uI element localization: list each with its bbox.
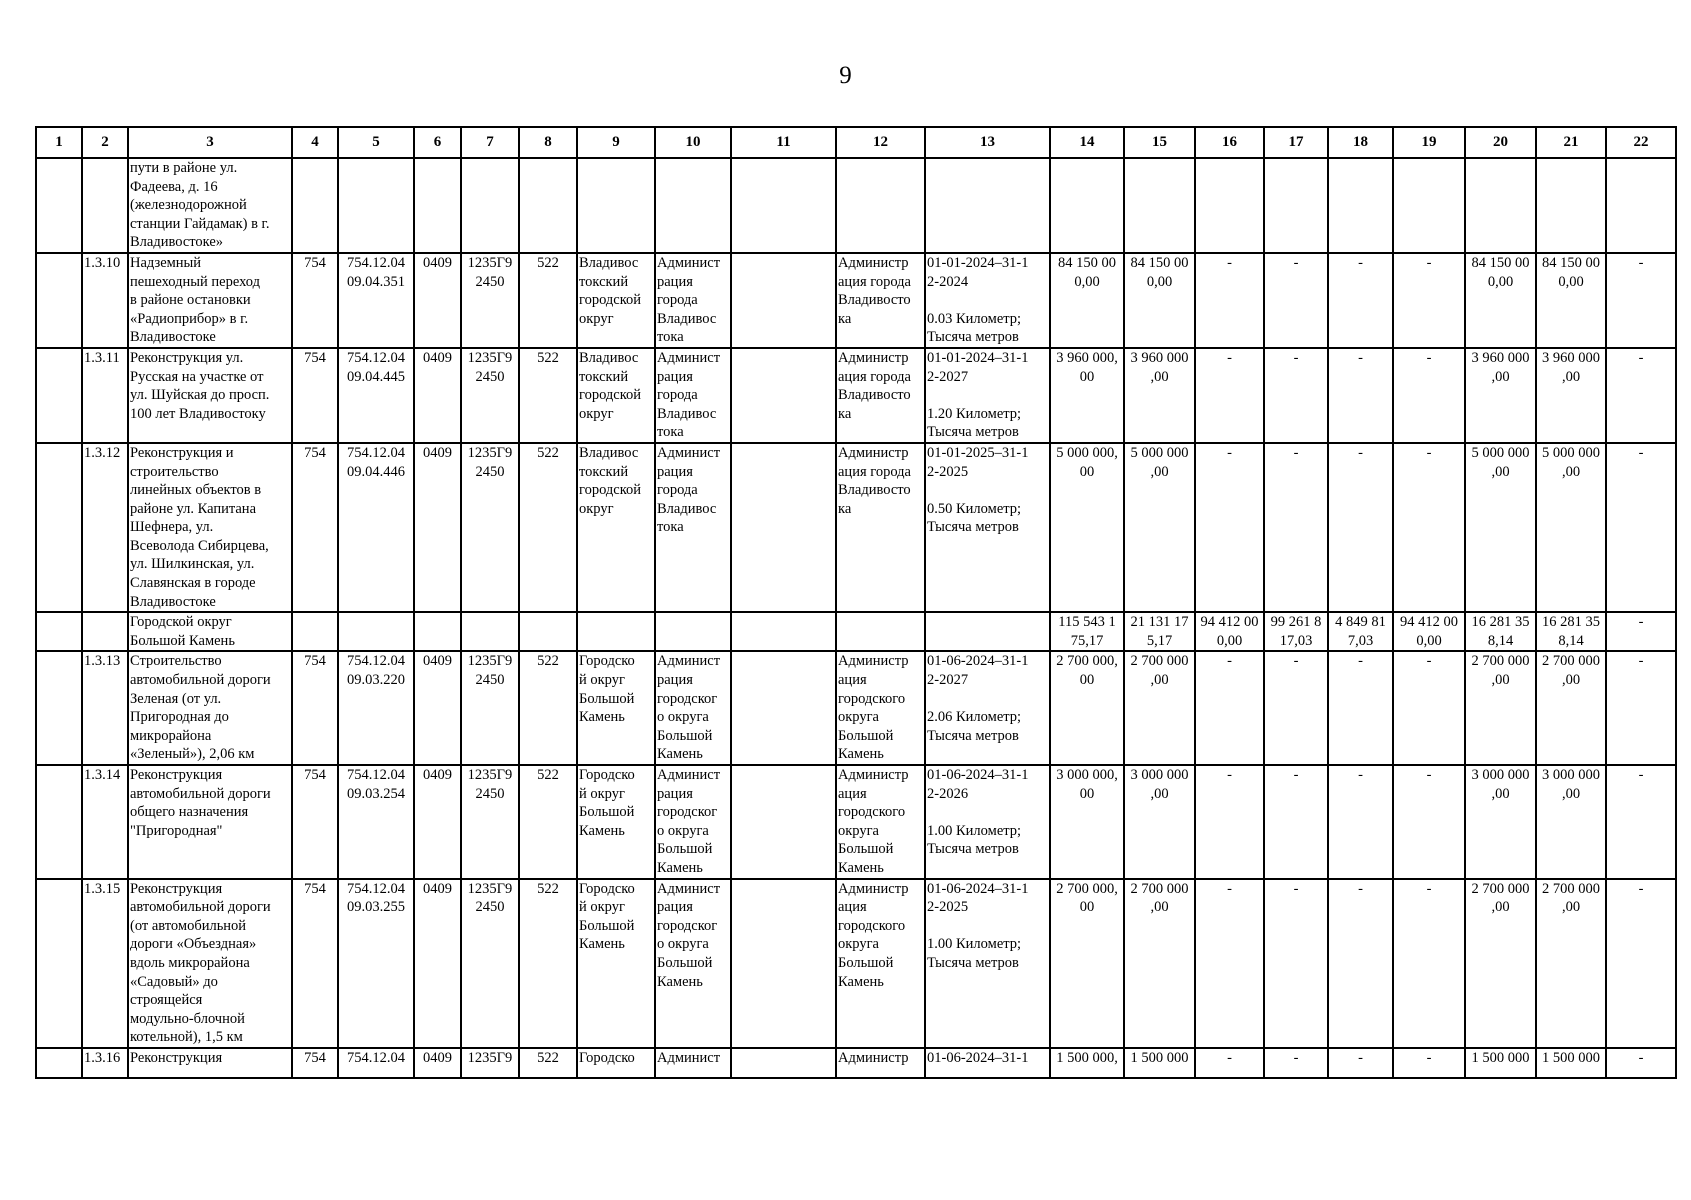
table-cell-col-15: 3 960 000 ,00 [1124, 348, 1195, 443]
table-cell-col-11 [731, 879, 836, 1048]
table-cell-col-11 [731, 765, 836, 879]
table-cell-col-18: 4 849 81 7,03 [1328, 612, 1393, 651]
table-cell-col-17: 99 261 8 17,03 [1264, 612, 1328, 651]
table-cell-col-21: 84 150 00 0,00 [1536, 253, 1606, 348]
col-header: 21 [1536, 127, 1606, 158]
table-cell-col-1 [36, 443, 82, 612]
table-cell-col-1 [36, 1048, 82, 1078]
table-cell-col-1 [36, 765, 82, 879]
table-cell-col-4: 754 [292, 253, 338, 348]
table-cell-col-10 [655, 612, 731, 651]
table-cell-col-4: 754 [292, 651, 338, 765]
table-cell-col-19 [1393, 158, 1465, 253]
table-cell-col-4: 754 [292, 348, 338, 443]
col-header: 1 [36, 127, 82, 158]
table-cell-col-22: - [1606, 1048, 1676, 1078]
table-cell-col-17: - [1264, 651, 1328, 765]
col-header: 20 [1465, 127, 1536, 158]
table-cell-col-7: 1235Г9 2450 [461, 348, 519, 443]
page-number: 9 [839, 62, 852, 89]
table-cell-col-21: 16 281 35 8,14 [1536, 612, 1606, 651]
table-cell-col-17: - [1264, 1048, 1328, 1078]
table-cell-col-13: 01-01-2025–31-1 2-2025 0.50 Километр; Тысяча метров [925, 443, 1050, 612]
table-cell-col-20: 5 000 000 ,00 [1465, 443, 1536, 612]
table-cell-col-14: 2 700 000, 00 [1050, 879, 1124, 1048]
table-cell-col-13 [925, 158, 1050, 253]
table-cell-col-16: - [1195, 651, 1264, 765]
table-cell-col-6: 0409 [414, 348, 461, 443]
table-cell-col-1 [36, 348, 82, 443]
table-cell-col-22: - [1606, 879, 1676, 1048]
table-cell-col-8: 522 [519, 1048, 577, 1078]
table-cell-col-2: 1.3.16 [82, 1048, 128, 1078]
table-cell-col-19: - [1393, 443, 1465, 612]
col-header: 3 [128, 127, 292, 158]
table-cell-col-3: Реконструкция автомобильной дороги (от автомобильной дороги «Объездная» вдоль микрорайона «Садовый» до строящейся модульно-блочной котельной), 1,5 км [128, 879, 292, 1048]
table-cell-col-17: - [1264, 443, 1328, 612]
table-cell-col-9: Владивос токский городской округ [577, 253, 655, 348]
table-cell-col-6: 0409 [414, 879, 461, 1048]
table-cell-col-8: 522 [519, 651, 577, 765]
table-cell-col-21: 5 000 000 ,00 [1536, 443, 1606, 612]
table-cell-col-14 [1050, 158, 1124, 253]
table-cell-col-7 [461, 612, 519, 651]
table-cell-col-6: 0409 [414, 253, 461, 348]
table-cell-col-14: 84 150 00 0,00 [1050, 253, 1124, 348]
table-cell-col-11 [731, 443, 836, 612]
table-cell-col-13: 01-06-2024–31-1 2-2026 1.00 Километр; Тысяча метров [925, 765, 1050, 879]
table-cell-col-3: пути в районе ул. Фадеева, д. 16 (железнодорожной станции Гайдамак) в г. Владивостоке» [128, 158, 292, 253]
table-cell-col-4: 754 [292, 1048, 338, 1078]
table-row [36, 765, 1676, 879]
table-cell-col-6: 0409 [414, 443, 461, 612]
table-cell-col-22: - [1606, 612, 1676, 651]
table-cell-col-11 [731, 612, 836, 651]
table-cell-col-20: 16 281 35 8,14 [1465, 612, 1536, 651]
table-cell-col-3: Реконструкция ул. Русская на участке от ул. Шуйская до просп. 100 лет Владивостоку [128, 348, 292, 443]
table-cell-col-10: Админист [655, 1048, 731, 1078]
table-cell-col-19: - [1393, 1048, 1465, 1078]
table-cell-col-19: - [1393, 253, 1465, 348]
table-cell-col-6: 0409 [414, 765, 461, 879]
table-cell-col-5 [338, 158, 414, 253]
table-row [36, 443, 1676, 612]
table-cell-col-5: 754.12.04 09.04.445 [338, 348, 414, 443]
table-cell-col-20 [1465, 158, 1536, 253]
table-cell-col-22: - [1606, 348, 1676, 443]
table-cell-col-1 [36, 158, 82, 253]
table-cell-col-15: 84 150 00 0,00 [1124, 253, 1195, 348]
table-cell-col-2: 1.3.13 [82, 651, 128, 765]
table-row [36, 158, 1676, 253]
table-cell-col-17: - [1264, 348, 1328, 443]
table-cell-col-8: 522 [519, 348, 577, 443]
table-cell-col-19: - [1393, 765, 1465, 879]
table-cell-col-8: 522 [519, 765, 577, 879]
table-cell-col-14: 3 000 000, 00 [1050, 765, 1124, 879]
table-cell-col-1 [36, 879, 82, 1048]
table-cell-col-2 [82, 612, 128, 651]
table-cell-col-9: Владивос токский городской округ [577, 443, 655, 612]
col-header: 6 [414, 127, 461, 158]
table-cell-col-2 [82, 158, 128, 253]
table-cell-col-20: 3 960 000 ,00 [1465, 348, 1536, 443]
col-header: 7 [461, 127, 519, 158]
table-cell-col-9: Городско й округ Большой Камень [577, 765, 655, 879]
table-cell-col-13: 01-01-2024–31-1 2-2027 1.20 Километр; Тысяча метров [925, 348, 1050, 443]
table-cell-col-8: 522 [519, 253, 577, 348]
table-cell-col-18: - [1328, 765, 1393, 879]
table-cell-col-8 [519, 612, 577, 651]
table-cell-col-6 [414, 612, 461, 651]
table-cell-col-10 [655, 158, 731, 253]
table-cell-col-7 [461, 158, 519, 253]
table-cell-col-12: Администр ация города Владивосто ка [836, 253, 925, 348]
table-cell-col-4: 754 [292, 765, 338, 879]
col-header: 16 [1195, 127, 1264, 158]
table-cell-col-18: - [1328, 651, 1393, 765]
table-cell-col-15 [1124, 158, 1195, 253]
table-cell-col-21: 2 700 000 ,00 [1536, 651, 1606, 765]
col-header: 15 [1124, 127, 1195, 158]
table-cell-col-12: Администр ация городского округа Большой Камень [836, 765, 925, 879]
table-cell-col-17: - [1264, 253, 1328, 348]
table-cell-col-6: 0409 [414, 1048, 461, 1078]
table-cell-col-1 [36, 612, 82, 651]
table-cell-col-12: Администр [836, 1048, 925, 1078]
col-header: 17 [1264, 127, 1328, 158]
table-cell-col-7: 1235Г9 2450 [461, 253, 519, 348]
table-cell-col-13: 01-01-2024–31-1 2-2024 0.03 Километр; Тысяча метров [925, 253, 1050, 348]
table-cell-col-5: 754.12.04 09.04.446 [338, 443, 414, 612]
table-cell-col-17 [1264, 158, 1328, 253]
table-cell-col-13: 01-06-2024–31-1 [925, 1048, 1050, 1078]
table-cell-col-21: 3 000 000 ,00 [1536, 765, 1606, 879]
table-cell-col-10: Админист рация городског о округа Большой Камень [655, 651, 731, 765]
table-cell-col-5: 754.12.04 09.03.254 [338, 765, 414, 879]
table-cell-col-13: 01-06-2024–31-1 2-2027 2.06 Километр; Тысяча метров [925, 651, 1050, 765]
table-cell-col-21 [1536, 158, 1606, 253]
table-cell-col-5: 754.12.04 09.03.255 [338, 879, 414, 1048]
table-cell-col-5: 754.12.04 09.04.351 [338, 253, 414, 348]
col-header: 19 [1393, 127, 1465, 158]
table-cell-col-15: 2 700 000 ,00 [1124, 879, 1195, 1048]
table-cell-col-22: - [1606, 443, 1676, 612]
program-table [35, 126, 1677, 1079]
table-cell-col-10: Админист рация городског о округа Большой Камень [655, 879, 731, 1048]
table-row [36, 879, 1676, 1048]
table-cell-col-18: - [1328, 443, 1393, 612]
col-header: 8 [519, 127, 577, 158]
table-cell-col-7: 1235Г9 2450 [461, 443, 519, 612]
col-header: 4 [292, 127, 338, 158]
table-cell-col-2: 1.3.10 [82, 253, 128, 348]
table-cell-col-17: - [1264, 879, 1328, 1048]
table-cell-col-10: Админист рация городског о округа Большой Камень [655, 765, 731, 879]
table-cell-col-7: 1235Г9 [461, 1048, 519, 1078]
table-cell-col-9 [577, 158, 655, 253]
table-cell-col-16: - [1195, 765, 1264, 879]
table-row [36, 348, 1676, 443]
col-header: 18 [1328, 127, 1393, 158]
table-cell-col-19: - [1393, 651, 1465, 765]
table-cell-col-16: - [1195, 443, 1264, 612]
table-cell-col-1 [36, 651, 82, 765]
table-cell-col-20: 1 500 000 [1465, 1048, 1536, 1078]
table-cell-col-21: 1 500 000 [1536, 1048, 1606, 1078]
table-cell-col-19: - [1393, 348, 1465, 443]
table-cell-col-10: Админист рация города Владивос тока [655, 348, 731, 443]
table-cell-col-19: - [1393, 879, 1465, 1048]
table-cell-col-2: 1.3.14 [82, 765, 128, 879]
table-cell-col-22 [1606, 158, 1676, 253]
table-cell-col-9: Городско й округ Большой Камень [577, 651, 655, 765]
table-cell-col-4 [292, 158, 338, 253]
col-header: 13 [925, 127, 1050, 158]
col-header: 12 [836, 127, 925, 158]
table-cell-col-5: 754.12.04 [338, 1048, 414, 1078]
table-cell-col-3: Надземный пешеходный переход в районе остановки «Радиоприбор» в г. Владивостоке [128, 253, 292, 348]
table-cell-col-4: 754 [292, 879, 338, 1048]
table-cell-col-3: Реконструкция и строительство линейных объектов в районе ул. Капитана Шефнера, ул. Всеволода Сибирцева, ул. Шилкинская, ул. Славянская в городе Владивостоке [128, 443, 292, 612]
table-cell-col-22: - [1606, 253, 1676, 348]
table-cell-col-16: 94 412 00 0,00 [1195, 612, 1264, 651]
table-cell-col-13 [925, 612, 1050, 651]
table-cell-col-8 [519, 158, 577, 253]
table-cell-col-2: 1.3.11 [82, 348, 128, 443]
table-cell-col-10: Админист рация города Владивос тока [655, 253, 731, 348]
table-cell-col-20: 2 700 000 ,00 [1465, 879, 1536, 1048]
table-cell-col-10: Админист рация города Владивос тока [655, 443, 731, 612]
table-cell-col-4: 754 [292, 443, 338, 612]
table-cell-col-19: 94 412 00 0,00 [1393, 612, 1465, 651]
table-row [36, 1048, 1676, 1078]
table-row [36, 612, 1676, 651]
table-cell-col-18: - [1328, 348, 1393, 443]
table-cell-col-16: - [1195, 348, 1264, 443]
table-row [36, 253, 1676, 348]
table-cell-col-4 [292, 612, 338, 651]
table-cell-col-12: Администр ация города Владивосто ка [836, 348, 925, 443]
table-cell-col-2: 1.3.12 [82, 443, 128, 612]
table-cell-col-6 [414, 158, 461, 253]
table-cell-col-14: 2 700 000, 00 [1050, 651, 1124, 765]
table-row [36, 651, 1676, 765]
table-cell-col-14: 3 960 000, 00 [1050, 348, 1124, 443]
table-cell-col-21: 3 960 000 ,00 [1536, 348, 1606, 443]
table-cell-col-7: 1235Г9 2450 [461, 879, 519, 1048]
col-header: 22 [1606, 127, 1676, 158]
table-cell-col-1 [36, 253, 82, 348]
table-cell-col-17: - [1264, 765, 1328, 879]
table-cell-col-3: Реконструкция автомобильной дороги общего назначения "Пригородная" [128, 765, 292, 879]
table-cell-col-8: 522 [519, 443, 577, 612]
table-cell-col-20: 3 000 000 ,00 [1465, 765, 1536, 879]
table-cell-col-21: 2 700 000 ,00 [1536, 879, 1606, 1048]
table-cell-col-11 [731, 348, 836, 443]
table-cell-col-16: - [1195, 253, 1264, 348]
table-cell-col-12: Администр ация городского округа Большой Камень [836, 879, 925, 1048]
table-cell-col-7: 1235Г9 2450 [461, 765, 519, 879]
col-header: 10 [655, 127, 731, 158]
table-cell-col-12 [836, 158, 925, 253]
table-cell-col-15: 3 000 000 ,00 [1124, 765, 1195, 879]
table-cell-col-9: Городско й округ Большой Камень [577, 879, 655, 1048]
table-cell-col-15: 5 000 000 ,00 [1124, 443, 1195, 612]
table-cell-col-12 [836, 612, 925, 651]
table-cell-col-2: 1.3.15 [82, 879, 128, 1048]
table-cell-col-14: 5 000 000, 00 [1050, 443, 1124, 612]
table-header-row [36, 127, 1676, 158]
table-cell-col-11 [731, 1048, 836, 1078]
table-cell-col-15: 21 131 17 5,17 [1124, 612, 1195, 651]
table-cell-col-8: 522 [519, 879, 577, 1048]
table-cell-col-20: 2 700 000 ,00 [1465, 651, 1536, 765]
table-cell-col-18: - [1328, 879, 1393, 1048]
table-cell-col-22: - [1606, 765, 1676, 879]
table-cell-col-12: Администр ация города Владивосто ка [836, 443, 925, 612]
table-cell-col-9 [577, 612, 655, 651]
table-cell-col-11 [731, 158, 836, 253]
col-header: 9 [577, 127, 655, 158]
table-cell-col-16 [1195, 158, 1264, 253]
col-header: 11 [731, 127, 836, 158]
table-cell-col-9: Городско [577, 1048, 655, 1078]
table-cell-col-14: 115 543 1 75,17 [1050, 612, 1124, 651]
table-cell-col-18: - [1328, 1048, 1393, 1078]
table-cell-col-11 [731, 651, 836, 765]
table-cell-col-16: - [1195, 1048, 1264, 1078]
col-header: 5 [338, 127, 414, 158]
col-header: 14 [1050, 127, 1124, 158]
table-cell-col-13: 01-06-2024–31-1 2-2025 1.00 Километр; Тысяча метров [925, 879, 1050, 1048]
table-cell-col-12: Администр ация городского округа Большой Камень [836, 651, 925, 765]
table-cell-col-3: Городской округ Большой Камень [128, 612, 292, 651]
table-cell-col-7: 1235Г9 2450 [461, 651, 519, 765]
table-cell-col-18 [1328, 158, 1393, 253]
table-cell-col-22: - [1606, 651, 1676, 765]
table-cell-col-15: 2 700 000 ,00 [1124, 651, 1195, 765]
table-cell-col-15: 1 500 000 [1124, 1048, 1195, 1078]
col-header: 2 [82, 127, 128, 158]
table-cell-col-18: - [1328, 253, 1393, 348]
table-cell-col-14: 1 500 000, [1050, 1048, 1124, 1078]
table-cell-col-20: 84 150 00 0,00 [1465, 253, 1536, 348]
table-cell-col-6: 0409 [414, 651, 461, 765]
table-cell-col-5: 754.12.04 09.03.220 [338, 651, 414, 765]
table-cell-col-16: - [1195, 879, 1264, 1048]
table-cell-col-11 [731, 253, 836, 348]
table-cell-col-3: Строительство автомобильной дороги Зеленая (от ул. Пригородная до микрорайона «Зеленый»), 2,06 км [128, 651, 292, 765]
table-cell-col-9: Владивос токский городской округ [577, 348, 655, 443]
table-cell-col-5 [338, 612, 414, 651]
table-cell-col-3: Реконструкция [128, 1048, 292, 1078]
